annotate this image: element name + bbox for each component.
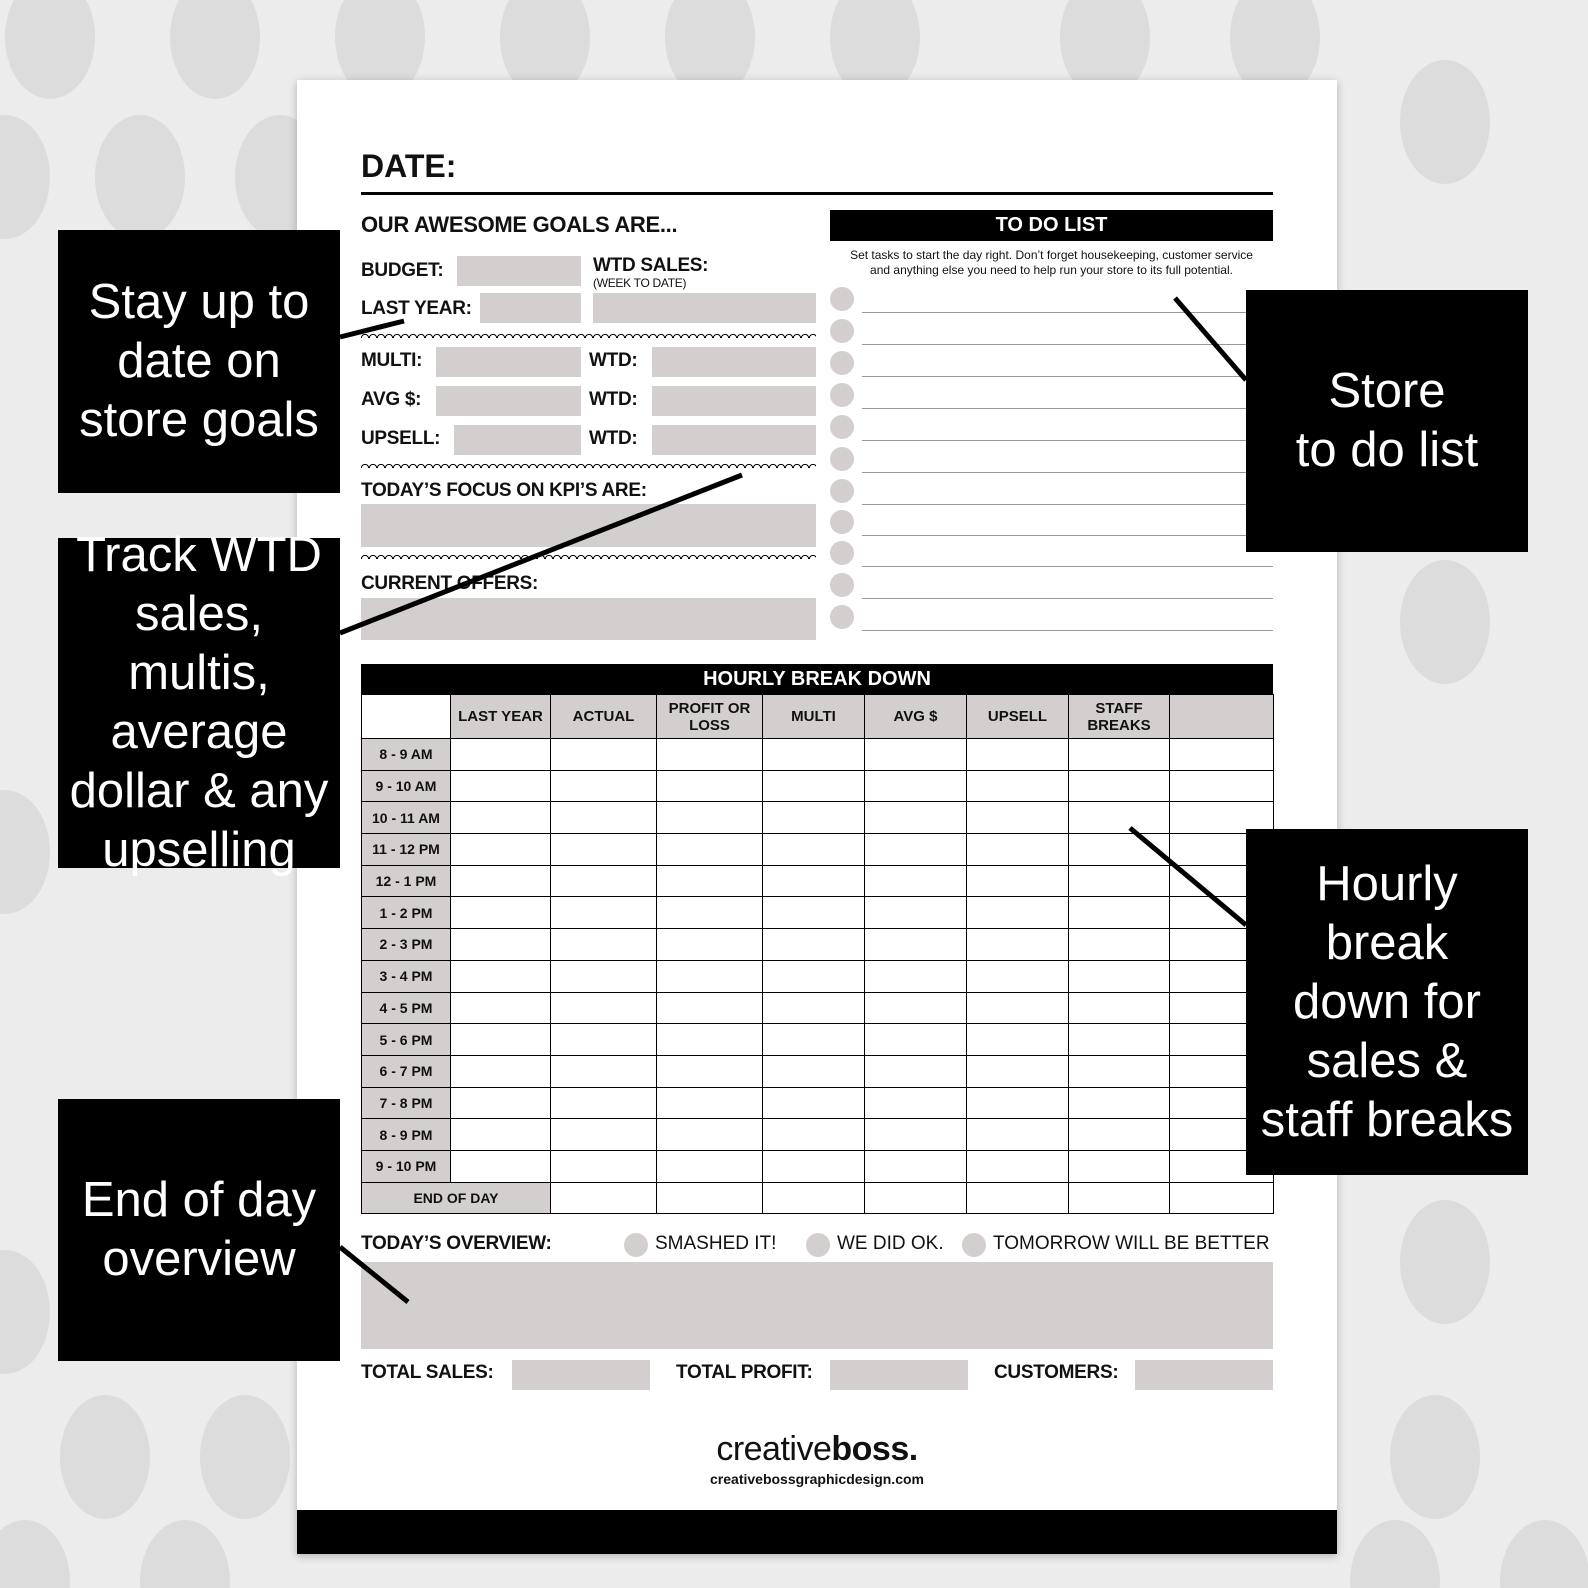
- hourly-time-label: 9 - 10 AM: [362, 770, 451, 802]
- multi-label: MULTI:: [361, 350, 423, 371]
- hourly-header: LAST YEAR: [451, 695, 551, 739]
- hourly-time-label: 7 - 8 PM: [362, 1087, 451, 1119]
- pointer-eod: [340, 1247, 408, 1302]
- brand-url: creativebossgraphicdesign.com: [710, 1471, 924, 1487]
- hourly-header: PROFIT OR LOSS: [657, 695, 763, 739]
- wtd-sales-sublabel: (WEEK TO DATE): [593, 276, 687, 290]
- goals-title: OUR AWESOME GOALS ARE...: [361, 212, 678, 237]
- hourly-time-label: 10 - 11 AM: [362, 802, 451, 834]
- total-sales-label: TOTAL SALES:: [361, 1362, 494, 1383]
- callout-wtd: Track WTD sales, multis, average dollar & any upselling: [58, 538, 340, 868]
- hourly-header: UPSELL: [967, 695, 1069, 739]
- hourly-time-label: 11 - 12 PM: [362, 834, 451, 866]
- hourly-time-label: 6 - 7 PM: [362, 1055, 451, 1087]
- hourly-time-label: 1 - 2 PM: [362, 897, 451, 929]
- hourly-time-label: 8 - 9 AM: [362, 739, 451, 771]
- callout-todo: Store to do list: [1246, 290, 1528, 552]
- hourly-header: STAFF BREAKS: [1069, 695, 1170, 739]
- multi-wtd-label: WTD:: [589, 350, 638, 371]
- hourly-time-label: 4 - 5 PM: [362, 992, 451, 1024]
- option-we-did-ok: WE DID OK.: [837, 1233, 944, 1254]
- pointer-hourly: [1130, 828, 1246, 925]
- upsell-label: UPSELL:: [361, 428, 441, 449]
- callout-hourly: Hourly break down for sales & staff breaks: [1246, 829, 1528, 1175]
- hourly-time-label: 12 - 1 PM: [362, 865, 451, 897]
- option-tomorrow-better: TOMORROW WILL BE BETTER: [993, 1233, 1270, 1254]
- hourly-time-label: 8 - 9 PM: [362, 1119, 451, 1151]
- pointer-goals: [340, 321, 404, 337]
- offers-label: CURRENT OFFERS:: [361, 573, 539, 594]
- pointer-todo: [1175, 298, 1246, 380]
- total-profit-label: TOTAL PROFIT:: [676, 1362, 813, 1383]
- avg-wtd-label: WTD:: [589, 389, 638, 410]
- hourly-time-label: 5 - 6 PM: [362, 1024, 451, 1056]
- end-of-day-label: END OF DAY: [362, 1182, 551, 1214]
- last-year-label: LAST YEAR:: [361, 298, 472, 319]
- wtd-sales-label: WTD SALES:: [593, 255, 709, 276]
- brand-name-light: creative: [716, 1430, 832, 1468]
- pointer-wtd: [340, 475, 742, 633]
- overview-label: TODAY’S OVERVIEW:: [361, 1233, 552, 1254]
- hourly-header: MULTI: [763, 695, 865, 739]
- callout-goals: Stay up to date on store goals: [58, 230, 340, 493]
- hourly-header: AVG $: [865, 695, 967, 739]
- date-label: DATE:: [361, 148, 457, 184]
- budget-label: BUDGET:: [361, 260, 444, 281]
- callout-eod: End of day overview: [58, 1099, 340, 1361]
- hourly-time-label: 2 - 3 PM: [362, 929, 451, 961]
- customers-label: CUSTOMERS:: [994, 1362, 1119, 1383]
- hourly-time-label: 3 - 4 PM: [362, 960, 451, 992]
- hourly-time-label: 9 - 10 PM: [362, 1150, 451, 1182]
- upsell-wtd-label: WTD:: [589, 428, 638, 449]
- hourly-title: HOURLY BREAK DOWN: [361, 664, 1273, 695]
- kpi-label: TODAY’S FOCUS ON KPI’S ARE:: [361, 480, 647, 501]
- option-smashed-it: SMASHED IT!: [655, 1233, 777, 1254]
- hourly-header: ACTUAL: [551, 695, 657, 739]
- todo-note: Set tasks to start the day right. Don’t forget housekeeping, customer service and anything else you need to help run your store to its full potential.: [850, 248, 1253, 277]
- brand-name-bold: boss.: [831, 1430, 918, 1468]
- avg-label: AVG $:: [361, 389, 422, 410]
- todo-title: TO DO LIST: [830, 210, 1273, 241]
